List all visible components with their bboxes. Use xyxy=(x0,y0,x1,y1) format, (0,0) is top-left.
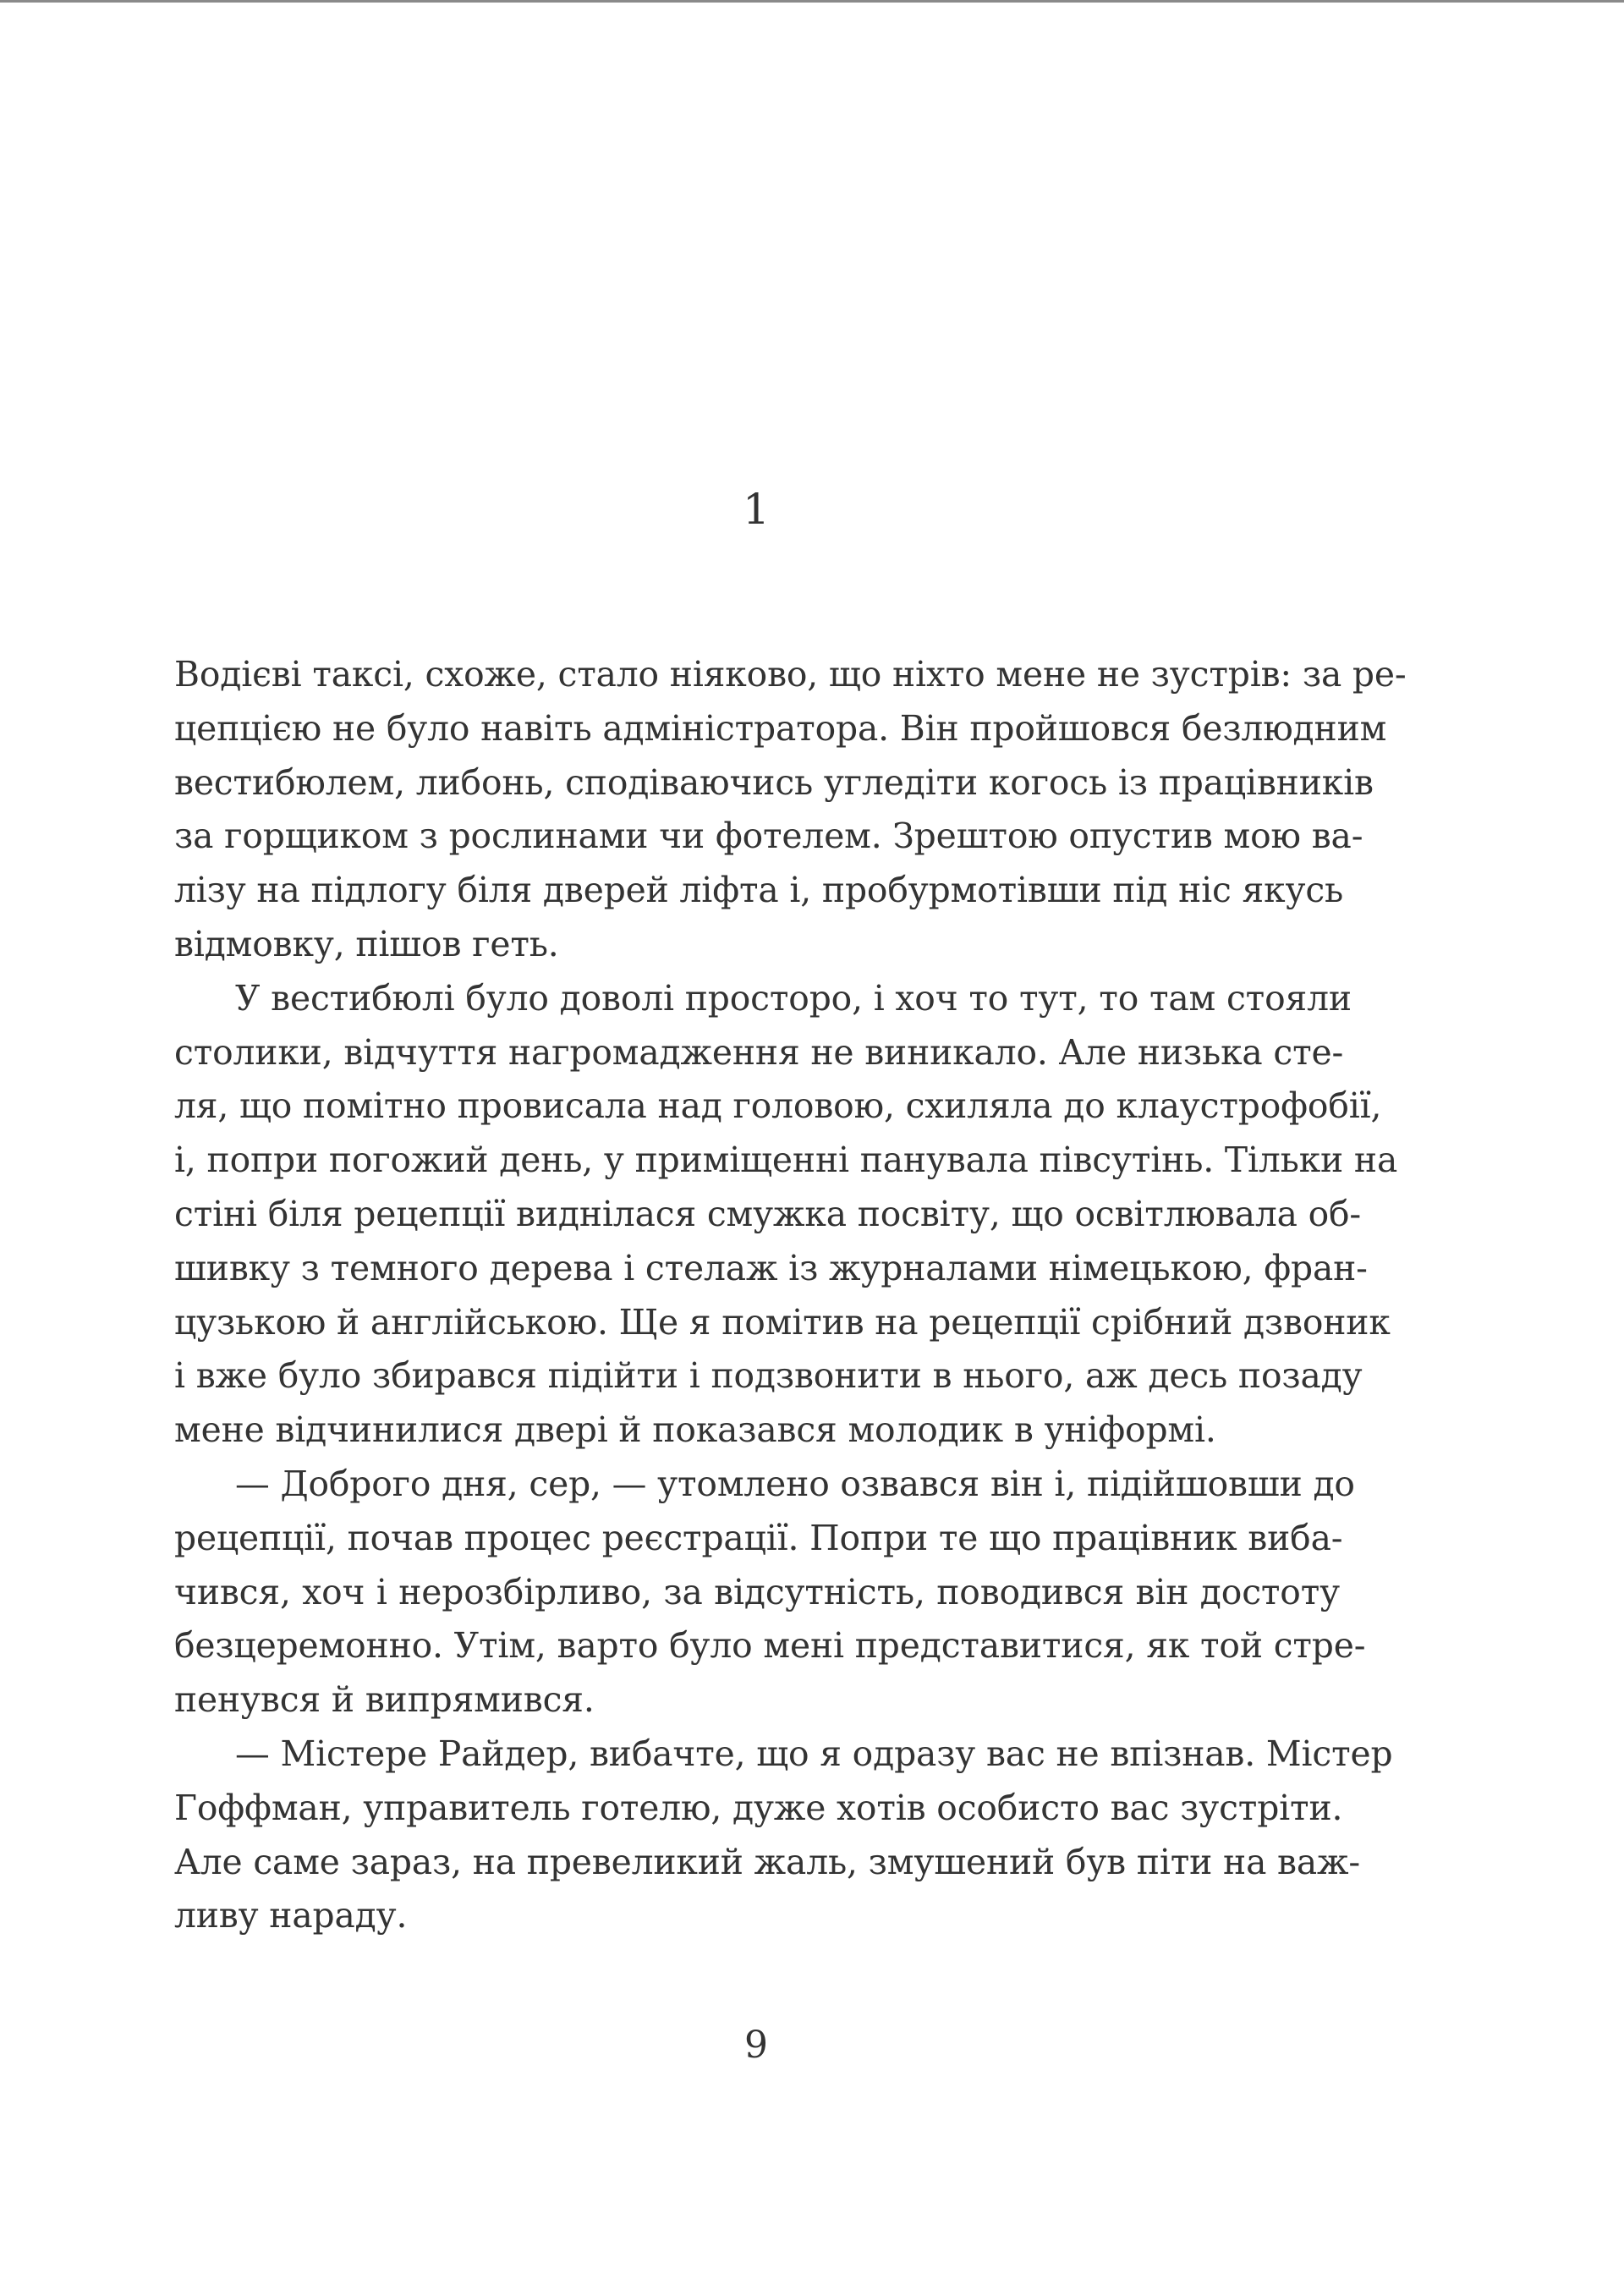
text-line: ля, що помітно провисала над головою, схиляла до клаустрофобії, xyxy=(174,1085,1382,1127)
text-line: мене відчинилися двері й показався молодик в уніформі. xyxy=(174,1409,1216,1451)
text-line: безцеремонно. Утім, варто було мені представитися, як той стре- xyxy=(174,1625,1366,1667)
text-line: рецепції, почав процес реєстрації. Попри те що працівник виба- xyxy=(174,1517,1343,1558)
text-line: ливу нараду. xyxy=(174,1895,408,1936)
text-line: лізу на підлогу біля дверей ліфта і, пробурмотівши під ніс якусь xyxy=(174,870,1344,911)
text-line: відмовку, пішов геть. xyxy=(174,923,559,964)
paragraph-1 xyxy=(174,648,1407,972)
paragraph-3 xyxy=(174,1458,1366,1727)
text-line: шивку з темного дерева і стелаж із журналами німецькою, фран- xyxy=(174,1247,1368,1288)
text-line: столики, відчуття нагромадження не виникало. Але низька сте- xyxy=(174,1031,1344,1073)
text-line: Водієві таксі, схоже, стало ніяково, що ніхто мене не зустрів: за ре- xyxy=(174,654,1407,695)
text-line: — Доброго дня, сер, — утомлено озвався він і, підійшовши до xyxy=(235,1463,1355,1504)
top-border-line xyxy=(0,0,1624,3)
text-line: і вже було збирався підійти і подзвонити в нього, аж десь позаду xyxy=(174,1355,1363,1397)
text-line: вестибюлем, либонь, сподіваючись угледіти когось із працівників xyxy=(174,761,1374,803)
text-line: цузькою й англійською. Ще я помітив на рецепції срібний дзвоник xyxy=(174,1301,1391,1343)
text-line: чився, хоч і нерозбірливо, за відсутність, поводився він достоту xyxy=(174,1571,1340,1612)
text-line: за горщиком з рослинами чи фотелем. Зрештою опустив мою ва- xyxy=(174,816,1363,857)
text-line: Але саме зараз, на превеликий жаль, змушений був піти на важ- xyxy=(174,1841,1361,1882)
paragraph-2 xyxy=(174,972,1398,1458)
text-line: У вестибюлі було доволі просторо, і хоч то тут, то там стояли xyxy=(235,977,1352,1019)
page-number: 9 xyxy=(744,2024,768,2067)
text-line: пенувся й випрямився. xyxy=(174,1679,595,1721)
chapter-number: 1 xyxy=(743,485,770,534)
text-line: стіні біля рецепції виднілася смужка посвіту, що освітлювала об- xyxy=(174,1193,1362,1234)
paragraph-4 xyxy=(174,1727,1393,1943)
text-line: Гоффман, управитель готелю, дуже хотів особисто вас зустріти. xyxy=(174,1787,1343,1828)
text-line: — Містере Райдер, вибачте, що я одразу вас не впізнав. Містер xyxy=(235,1733,1393,1774)
text-line: і, попри погожий день, у приміщенні панувала півсутінь. Тільки на xyxy=(174,1140,1398,1181)
text-line: цепцією не було навіть адміністратора. Він пройшовся безлюдним xyxy=(174,707,1387,749)
chapter-body xyxy=(174,648,1407,1943)
